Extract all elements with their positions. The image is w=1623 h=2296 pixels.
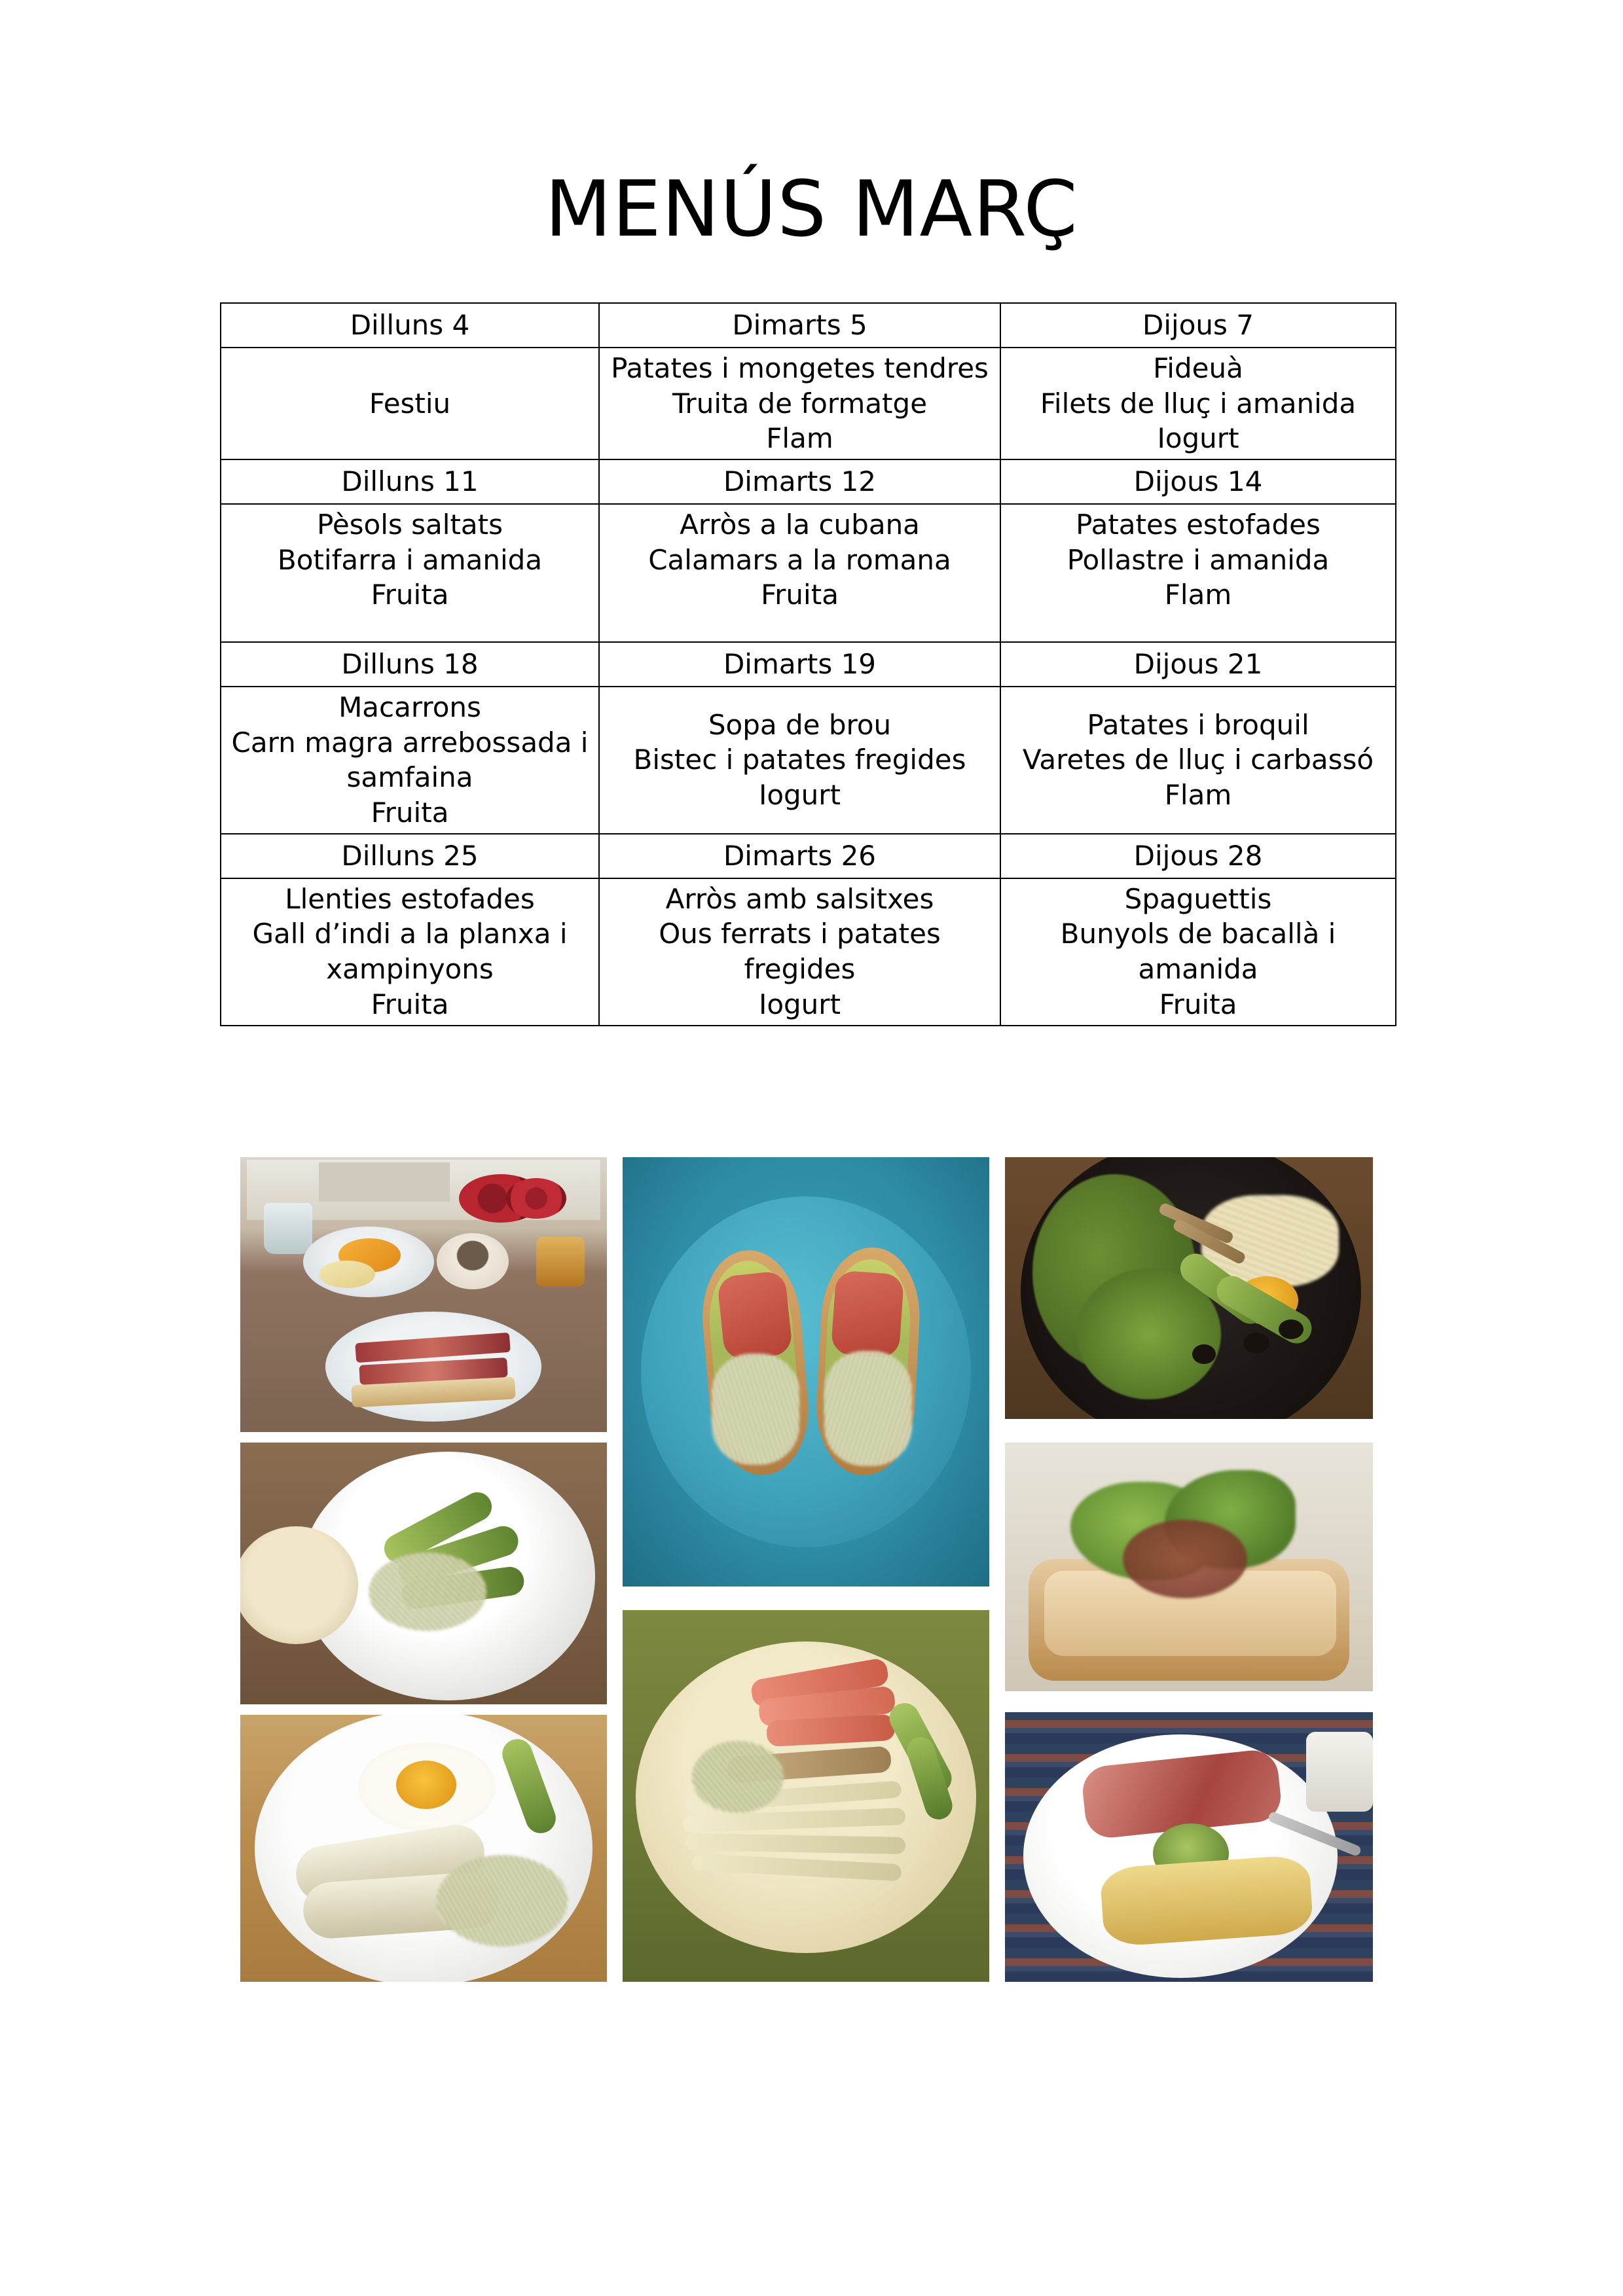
dish-line: Calamars a la romana [648, 543, 951, 576]
day-header: Dilluns 18 [221, 642, 599, 687]
day-header: Dilluns 4 [221, 303, 599, 348]
photo-salad-pan [1005, 1157, 1373, 1419]
photo-egg-endives [240, 1715, 607, 1982]
dish-line: Bistec i patates fregides [633, 744, 966, 776]
dish-line: Arròs a la cubana [680, 508, 920, 541]
dish-line: Truita de formatge [672, 387, 928, 420]
spacer [604, 613, 996, 639]
dish-line: Ous ferrats i patates fregides [659, 918, 941, 985]
dish-line: Flam [1164, 579, 1232, 611]
table-row-days [221, 459, 1396, 504]
menu-cell [599, 348, 1000, 459]
dish-line: Festiu [369, 387, 451, 420]
table-row-days [221, 642, 1396, 687]
dish-line: Fruita [371, 579, 449, 611]
spacer [1005, 613, 1391, 639]
photo-ham-omelette [1005, 1712, 1373, 1982]
dish-line: Gall d’indi a la planxa i xampinyons [252, 918, 568, 985]
dish-line: Flam [766, 422, 833, 455]
menu-cell [1000, 687, 1396, 834]
dish-line: Patates i broquil [1087, 708, 1309, 741]
day-header: Dimarts 12 [599, 459, 1000, 504]
dish-line: Llenties estofades [285, 882, 535, 915]
menu-cell [599, 687, 1000, 834]
dish-line: Fruita [761, 579, 839, 611]
dish-line: Sopa de brou [708, 708, 892, 741]
photo-toasts-teal-plate [623, 1157, 989, 1587]
photo-breakfast-table [240, 1157, 607, 1432]
dish-line: Fruita [1159, 988, 1237, 1020]
day-header: Dijous 28 [1000, 834, 1396, 878]
menu-cell [221, 504, 599, 642]
table-row-dishes [221, 348, 1396, 459]
day-header: Dimarts 26 [599, 834, 1000, 878]
dish-line: Fruita [371, 988, 449, 1020]
dish-line: Iogurt [758, 988, 841, 1020]
dish-line: Patates estofades [1076, 508, 1321, 541]
day-header: Dilluns 11 [221, 459, 599, 504]
day-header: Dimarts 5 [599, 303, 1000, 348]
dish-line: Arròs amb salsitxes [665, 882, 934, 915]
dish-line: Fideuà [1153, 351, 1243, 384]
menu-table [220, 302, 1396, 1026]
table-row-dishes [221, 687, 1396, 834]
menu-cell [221, 348, 599, 459]
day-header: Dijous 7 [1000, 303, 1396, 348]
table-row-days [221, 834, 1396, 878]
dish-line: Spaguettis [1124, 882, 1272, 915]
table-row-dishes [221, 878, 1396, 1026]
dish-line: Patates i mongetes tendres [611, 351, 989, 384]
dish-line: Filets de lluç i amanida [1040, 387, 1357, 420]
dish-line: Varetes de lluç i carbassó [1022, 744, 1374, 776]
dish-line: Bunyols de bacallà i amanida [1060, 918, 1336, 985]
page-title: MENÚS MARÇ [545, 164, 1078, 254]
dish-line: Macarrons [338, 691, 481, 723]
day-header: Dimarts 19 [599, 642, 1000, 687]
dish-line: Iogurt [1157, 422, 1239, 455]
table-row-days [221, 303, 1396, 348]
dish-line: Botifarra i amanida [277, 543, 543, 576]
menu-cell [599, 504, 1000, 642]
photo-avocado-plate [240, 1443, 607, 1704]
dish-line: Fruita [371, 797, 449, 829]
dish-line: Iogurt [758, 779, 841, 812]
spacer [225, 613, 594, 639]
photo-salmon-asparagus [623, 1610, 989, 1982]
day-header: Dijous 21 [1000, 642, 1396, 687]
menu-cell [221, 687, 599, 834]
dish-line: Carn magra arrebossada i samfaina [231, 726, 589, 794]
menu-cell [1000, 504, 1396, 642]
photo-collage [240, 1157, 1373, 1982]
dish-line: Flam [1164, 779, 1232, 812]
table-row-dishes [221, 504, 1396, 642]
menu-cell [1000, 348, 1396, 459]
menu-cell [221, 878, 599, 1026]
dish-line: Pèsols saltats [317, 508, 503, 541]
dish-line: Pollastre i amanida [1067, 543, 1330, 576]
photo-lettuce-toast [1005, 1443, 1373, 1691]
day-header: Dijous 14 [1000, 459, 1396, 504]
day-header: Dilluns 25 [221, 834, 599, 878]
menu-cell [1000, 878, 1396, 1026]
menu-cell [599, 878, 1000, 1026]
